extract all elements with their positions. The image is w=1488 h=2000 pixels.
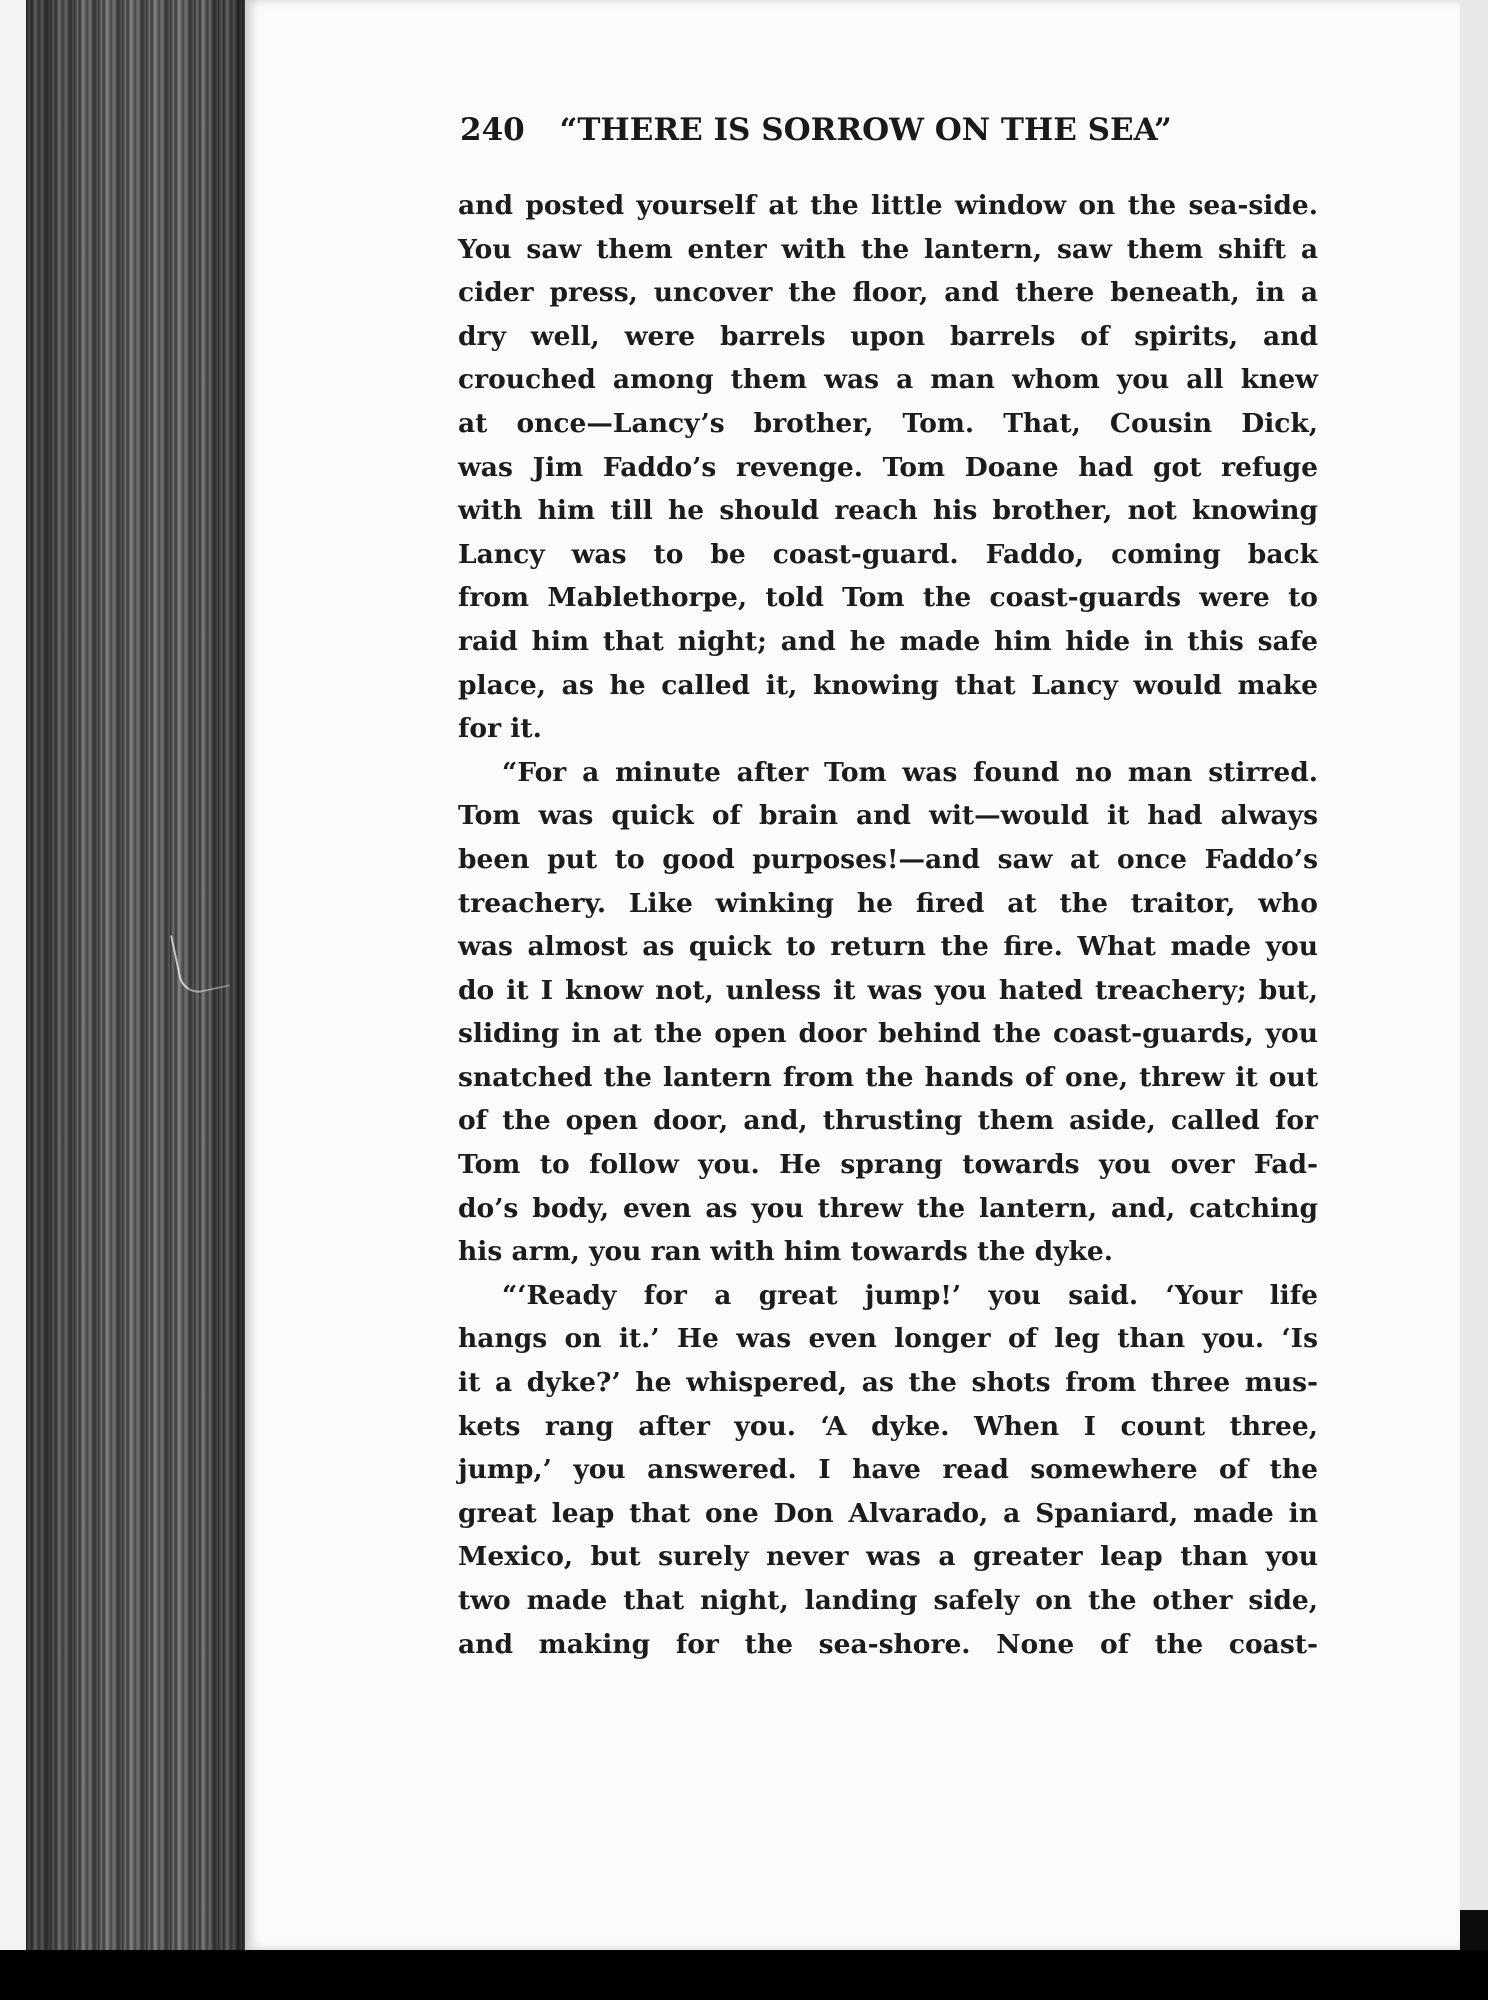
text-line: was almost as quick to return the fire. What made you (458, 931, 1318, 963)
text-line: Lancy was to be coast-guard. Faddo, coming back (458, 538, 1318, 570)
text-line: at once—Lancy’s brother, Tom. That, Cousin Dick, (458, 407, 1318, 439)
book-page-edges (26, 0, 251, 1950)
running-header (460, 112, 1260, 148)
film-bottom-edge (0, 1950, 1488, 2000)
text-line: treachery. Like winking he fired at the traitor, who (458, 887, 1318, 919)
text-line: Mexico, but surely never was a greater leap than you (458, 1541, 1318, 1573)
text-line: jump,’ you answered. I have read somewhere of the (458, 1454, 1318, 1486)
text-line: hangs on it.’ He was even longer of leg than you. ‘Is (458, 1323, 1318, 1355)
text-line: do’s body, even as you threw the lantern, and, catching (458, 1192, 1318, 1224)
text-line: do it I know not, unless it was you hated treachery; but, (458, 974, 1318, 1006)
text-line: it a dyke?’ he whispered, as the shots from three mus- (458, 1367, 1318, 1399)
running-title: “THERE IS SORROW ON THE SEA” (559, 112, 1172, 148)
text-line: You saw them enter with the lantern, saw them shift a (458, 233, 1318, 265)
loose-thread (170, 926, 230, 997)
page-number: 240 (460, 112, 525, 148)
text-line: was Jim Faddo’s revenge. Tom Doane had got refuge (458, 451, 1318, 483)
text-line: great leap that one Don Alvarado, a Spaniard, made in (458, 1497, 1318, 1529)
text-line: cider press, uncover the floor, and there beneath, in a (458, 277, 1318, 309)
text-line: crouched among them was a man whom you all knew (458, 364, 1318, 396)
text-line: Tom was quick of brain and wit—would it had always (458, 800, 1318, 832)
text-line: “For a minute after Tom was found no man stirred. (502, 756, 1318, 788)
text-line: been put to good purposes!—and saw at once Faddo’s (458, 843, 1318, 875)
text-line: kets rang after you. ‘A dyke. When I count three, (458, 1410, 1318, 1442)
text-line: snatched the lantern from the hands of one, threw it out (458, 1061, 1318, 1093)
text-line: of the open door, and, thrusting them aside, called for (458, 1105, 1318, 1137)
text-line: and posted yourself at the little window on the sea-side. (458, 190, 1318, 221)
text-line: “‘Ready for a great jump!’ you said. ‘Your life (502, 1279, 1318, 1311)
text-line: and making for the sea-shore. None of the coast- (458, 1628, 1318, 1660)
text-line: Tom to follow you. He sprang towards you over Fad- (458, 1149, 1318, 1181)
text-line: sliding in at the open door behind the coast-guards, you (458, 1018, 1318, 1050)
text-line: for it. (458, 713, 542, 745)
text-line: with him till he should reach his brother, not knowing (458, 495, 1318, 527)
text-line: place, as he called it, knowing that Lancy would make (458, 669, 1318, 701)
text-line: raid him that night; and he made him hide in this safe (458, 625, 1318, 657)
text-line: from Mablethorpe, told Tom the coast-guards were to (458, 582, 1318, 614)
text-line: his arm, you ran with him towards the dyke. (458, 1236, 1114, 1268)
text-line: two made that night, landing safely on the other side, (458, 1585, 1318, 1616)
body-text (458, 184, 1318, 1666)
text-line: dry well, were barrels upon barrels of spirits, and (458, 320, 1318, 352)
